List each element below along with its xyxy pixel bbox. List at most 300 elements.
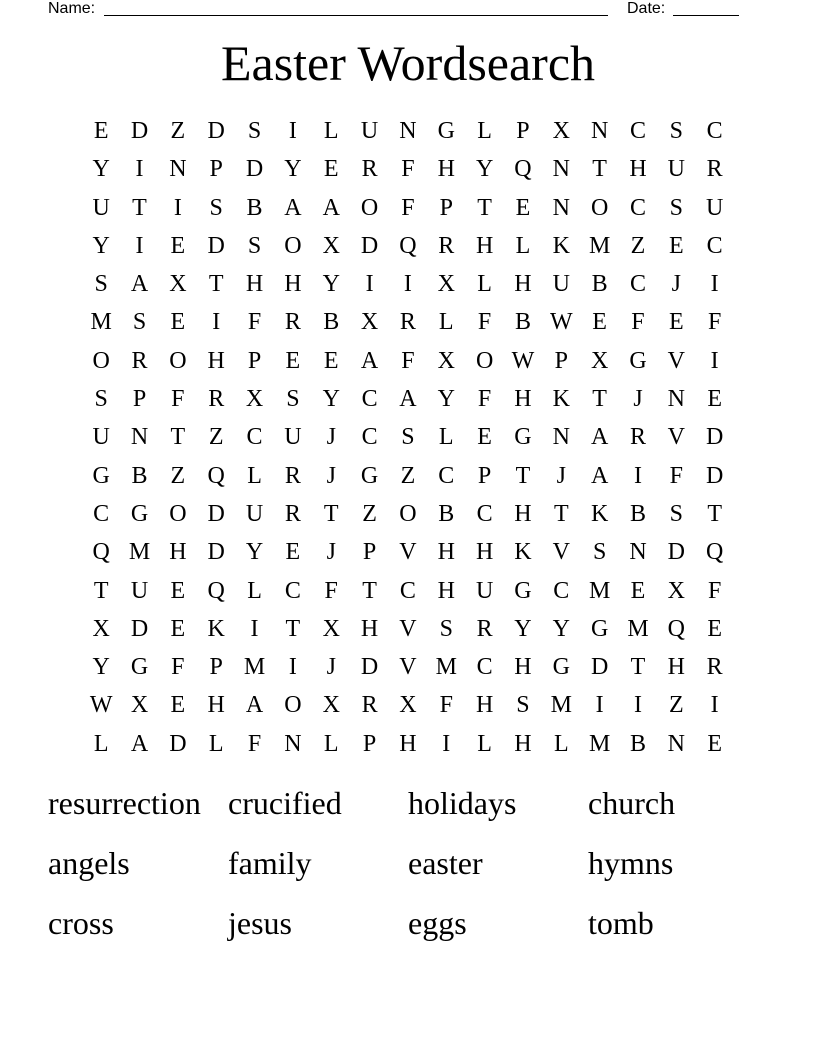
grid-cell: P xyxy=(209,156,223,183)
grid-cell: Y xyxy=(92,232,110,259)
grid-cell: O xyxy=(360,194,379,221)
grid-cell: S xyxy=(669,194,683,221)
grid-cell: B xyxy=(514,309,531,336)
grid-cell: R xyxy=(361,692,378,719)
grid-cell: F xyxy=(324,577,338,604)
grid-cell: T xyxy=(630,654,646,681)
grid-cell: B xyxy=(629,500,646,527)
word-item: church xyxy=(588,785,676,821)
grid-cell: H xyxy=(514,654,532,681)
grid-cell: H xyxy=(629,156,647,183)
grid-cell: M xyxy=(243,654,266,681)
grid-row xyxy=(82,533,734,571)
grid-cell: G xyxy=(92,462,110,489)
grid-cell: H xyxy=(207,692,225,719)
grid-cell: F xyxy=(401,347,415,374)
grid-cell: U xyxy=(92,424,110,451)
grid-cell: D xyxy=(207,118,225,144)
grid-cell: Y xyxy=(514,615,532,642)
grid-cell: U xyxy=(245,500,264,527)
word-row xyxy=(48,900,768,960)
grid-cell: N xyxy=(284,730,302,757)
grid-cell: V xyxy=(399,539,417,566)
grid-cell: X xyxy=(322,692,340,719)
grid-cell: E xyxy=(592,309,607,336)
word-item: resurrection xyxy=(48,785,201,821)
grid-cell: O xyxy=(590,194,609,221)
grid-cell: O xyxy=(399,500,417,527)
grid-cell: N xyxy=(130,424,149,451)
grid-cell: M xyxy=(588,232,611,259)
grid-cell: C xyxy=(361,386,378,413)
grid-cell: I xyxy=(710,271,719,298)
grid-cell: R xyxy=(131,347,148,374)
grid-cell: Y xyxy=(322,271,340,298)
grid-cell: H xyxy=(284,271,302,298)
grid-cell: H xyxy=(245,271,264,298)
grid-cell: E xyxy=(285,539,301,566)
word-item: easter xyxy=(408,845,483,881)
grid-cell: J xyxy=(326,654,336,681)
grid-cell: S xyxy=(592,539,607,566)
grid-cell: P xyxy=(132,386,147,413)
grid-cell: L xyxy=(323,118,339,144)
grid-cell: R xyxy=(629,424,646,451)
grid-cell: H xyxy=(514,730,532,757)
grid-cell: Y xyxy=(475,156,494,183)
grid-cell: S xyxy=(94,271,108,298)
grid-cell: T xyxy=(592,386,607,413)
grid-cell: X xyxy=(437,347,455,374)
grid-cell: W xyxy=(549,309,573,336)
grid-cell: Q xyxy=(399,232,417,259)
grid-cell: Q xyxy=(92,539,110,566)
grid-cell: G xyxy=(629,347,647,374)
grid-cell: G xyxy=(130,500,149,527)
grid-cell: T xyxy=(362,577,377,604)
grid-cell: R xyxy=(361,156,378,183)
grid-cell: I xyxy=(173,194,182,221)
grid-cell: A xyxy=(360,347,379,374)
grid-cell: I xyxy=(288,654,297,681)
grid-cell: A xyxy=(130,271,149,298)
grid-cell: T xyxy=(93,577,109,604)
grid-cell: Z xyxy=(170,118,186,144)
grid-cell: G xyxy=(130,654,149,681)
grid-cell: U xyxy=(706,194,724,221)
grid-cell: Y xyxy=(552,615,570,642)
grid-cell: E xyxy=(668,309,684,336)
date-blank-line[interactable] xyxy=(673,15,739,16)
grid-cell: K xyxy=(552,386,570,413)
grid-cell: C xyxy=(93,500,110,527)
grid-cell: U xyxy=(92,194,110,221)
grid-cell: G xyxy=(552,654,570,681)
grid-cell: L xyxy=(477,118,492,144)
grid-cell: O xyxy=(475,347,494,374)
grid-cell: G xyxy=(514,577,532,604)
page-title: Easter Wordsearch xyxy=(220,35,596,91)
grid-row xyxy=(82,572,734,610)
grid-cell: E xyxy=(707,730,722,757)
grid-cell: C xyxy=(476,654,493,681)
grid-cell: B xyxy=(591,271,608,298)
grid-cell: T xyxy=(132,194,147,221)
grid-cell: L xyxy=(323,730,339,757)
grid-cell: R xyxy=(284,309,301,336)
grid-cell: S xyxy=(669,118,683,144)
grid-cell: D xyxy=(706,462,724,489)
grid-cell: I xyxy=(442,730,451,757)
grid-row xyxy=(82,725,734,763)
letter-grid xyxy=(82,112,734,763)
grid-cell: I xyxy=(595,692,604,719)
grid-cell: G xyxy=(514,424,532,451)
grid-cell: B xyxy=(131,462,148,489)
grid-cell: Z xyxy=(208,424,224,451)
grid-cell: W xyxy=(511,347,535,374)
word-item: jesus xyxy=(228,905,292,941)
grid-cell: Y xyxy=(437,386,455,413)
grid-row xyxy=(82,495,734,533)
grid-cell: M xyxy=(90,309,112,336)
word-item: hymns xyxy=(588,845,674,881)
grid-cell: E xyxy=(170,232,186,259)
grid-cell: W xyxy=(89,692,113,719)
grid-cell: D xyxy=(130,118,149,144)
grid-cell: E xyxy=(170,309,186,336)
grid-cell: Z xyxy=(362,500,377,527)
grid-cell: D xyxy=(360,654,379,681)
grid-cell: T xyxy=(285,615,301,642)
grid-row xyxy=(82,342,734,380)
grid-cell: T xyxy=(208,271,224,298)
grid-row xyxy=(82,303,734,341)
grid-cell: P xyxy=(516,118,530,144)
grid-cell: E xyxy=(707,386,722,413)
grid-cell: Q xyxy=(706,539,724,566)
grid-cell: V xyxy=(399,654,417,681)
grid-cell: E xyxy=(668,232,684,259)
word-item: family xyxy=(228,845,312,881)
grid-cell: S xyxy=(94,386,108,413)
grid-cell: K xyxy=(207,615,225,642)
grid-cell: C xyxy=(629,118,646,144)
grid-cell: C xyxy=(284,577,301,604)
word-item: eggs xyxy=(408,905,467,941)
grid-cell: I xyxy=(403,271,412,298)
grid-cell: A xyxy=(590,462,609,489)
grid-cell: U xyxy=(475,577,494,604)
grid-cell: L xyxy=(438,309,454,336)
grid-cell: S xyxy=(516,692,530,719)
grid-cell: C xyxy=(553,577,570,604)
grid-cell: H xyxy=(399,730,417,757)
grid-cell: L xyxy=(208,730,224,757)
grid-cell: O xyxy=(169,347,187,374)
grid-cell: B xyxy=(246,194,263,221)
grid-cell: Z xyxy=(170,462,186,489)
grid-cell: L xyxy=(515,232,531,259)
word-row xyxy=(48,780,768,840)
grid-cell: U xyxy=(360,118,379,144)
grid-cell: Q xyxy=(207,577,225,604)
grid-cell: S xyxy=(286,386,300,413)
grid-cell: F xyxy=(247,730,262,757)
grid-cell: L xyxy=(477,730,492,757)
grid-cell: S xyxy=(209,194,223,221)
grid-cell: I xyxy=(710,692,719,719)
grid-cell: D xyxy=(360,232,379,259)
grid-cell: Z xyxy=(630,232,646,259)
grid-cell: H xyxy=(514,271,532,298)
grid-cell: S xyxy=(439,615,453,642)
grid-cell: L xyxy=(93,730,109,757)
grid-cell: R xyxy=(284,500,301,527)
grid-cell: F xyxy=(477,386,492,413)
grid-cell: Y xyxy=(92,654,110,681)
grid-cell: J xyxy=(326,462,336,489)
grid-cell: F xyxy=(171,654,185,681)
word-row xyxy=(48,840,768,900)
grid-cell: C xyxy=(706,232,723,259)
grid-cell: P xyxy=(554,347,568,374)
grid-cell: I xyxy=(135,156,144,183)
grid-cell: E xyxy=(477,424,492,451)
grid-cell: H xyxy=(667,654,685,681)
grid-cell: X xyxy=(552,118,570,144)
grid-cell: C xyxy=(629,271,646,298)
grid-cell: H xyxy=(475,539,494,566)
word-item: cross xyxy=(48,905,114,941)
name-blank-line[interactable] xyxy=(104,15,608,16)
grid-cell: T xyxy=(592,156,607,183)
grid-cell: F xyxy=(439,692,453,719)
grid-cell: J xyxy=(556,462,566,489)
grid-cell: I xyxy=(633,692,642,719)
grid-cell: M xyxy=(588,730,611,757)
word-item: crucified xyxy=(228,785,342,821)
grid-cell: D xyxy=(130,615,149,642)
grid-row xyxy=(82,457,734,495)
grid-cell: N xyxy=(590,118,609,144)
grid-cell: H xyxy=(475,692,494,719)
grid-cell: F xyxy=(477,309,492,336)
grid-cell: H xyxy=(207,347,225,374)
grid-cell: X xyxy=(169,271,187,298)
grid-cell: O xyxy=(92,347,110,374)
grid-cell: O xyxy=(284,692,302,719)
grid-cell: E xyxy=(515,194,531,221)
grid-cell: M xyxy=(128,539,151,566)
word-list xyxy=(48,780,768,960)
grid-cell: H xyxy=(514,386,532,413)
grid-cell: F xyxy=(401,194,415,221)
grid-cell: R xyxy=(438,232,455,259)
grid-cell: S xyxy=(132,309,147,336)
grid-cell: R xyxy=(706,156,723,183)
grid-cell: I xyxy=(135,232,144,259)
grid-cell: X xyxy=(322,615,340,642)
grid-cell: R xyxy=(399,309,416,336)
grid-cell: M xyxy=(588,577,611,604)
grid-cell: H xyxy=(437,577,455,604)
grid-cell: C xyxy=(629,194,646,221)
grid-row xyxy=(82,150,734,188)
grid-cell: X xyxy=(667,577,685,604)
grid-cell: N xyxy=(552,194,570,221)
grid-cell: F xyxy=(707,309,722,336)
date-label: Date: xyxy=(627,0,666,17)
grid-cell: Z xyxy=(400,462,416,489)
grid-cell: N xyxy=(629,539,647,566)
grid-cell: P xyxy=(209,654,223,681)
grid-cell: A xyxy=(590,424,609,451)
grid-cell: A xyxy=(284,194,302,221)
grid-cell: K xyxy=(590,500,609,527)
grid-cell: V xyxy=(552,539,570,566)
grid-cell: E xyxy=(323,347,339,374)
grid-cell: N xyxy=(552,156,570,183)
grid-cell: V xyxy=(667,424,685,451)
grid-cell: L xyxy=(438,424,454,451)
grid-cell: C xyxy=(399,577,416,604)
grid-cell: X xyxy=(360,309,379,336)
grid-cell: E xyxy=(707,615,722,642)
grid-cell: I xyxy=(710,347,719,374)
grid-cell: I xyxy=(365,271,374,298)
grid-cell: R xyxy=(706,654,723,681)
grid-cell: B xyxy=(438,500,455,527)
grid-row xyxy=(82,227,734,265)
grid-cell: V xyxy=(399,615,417,642)
header-line xyxy=(48,0,748,20)
grid-row xyxy=(82,686,734,724)
grid-cell: X xyxy=(92,615,110,642)
grid-cell: F xyxy=(669,462,683,489)
grid-cell: C xyxy=(706,118,723,144)
word-item: angels xyxy=(48,845,130,881)
grid-cell: T xyxy=(477,194,492,221)
grid-cell: I xyxy=(212,309,221,336)
grid-row xyxy=(82,648,734,686)
grid-cell: E xyxy=(170,692,186,719)
grid-cell: E xyxy=(170,577,186,604)
grid-cell: X xyxy=(399,692,417,719)
grid-cell: Y xyxy=(322,386,340,413)
grid-cell: B xyxy=(323,309,340,336)
grid-cell: G xyxy=(590,615,609,642)
grid-cell: P xyxy=(362,539,377,566)
grid-cell: F xyxy=(171,386,185,413)
grid-cell: S xyxy=(401,424,415,451)
grid-cell: S xyxy=(669,500,683,527)
grid-cell: F xyxy=(247,309,262,336)
grid-cell: J xyxy=(633,386,643,413)
grid-cell: L xyxy=(247,577,262,604)
grid-cell: R xyxy=(208,386,225,413)
grid-cell: U xyxy=(284,424,302,451)
grid-cell: Y xyxy=(245,539,264,566)
grid-row xyxy=(82,610,734,648)
grid-cell: P xyxy=(362,730,377,757)
grid-cell: A xyxy=(130,730,149,757)
grid-cell: N xyxy=(399,118,417,144)
grid-cell: Y xyxy=(92,156,110,183)
grid-cell: C xyxy=(438,462,455,489)
grid-cell: G xyxy=(360,462,379,489)
grid-cell: D xyxy=(667,539,685,566)
grid-cell: H xyxy=(514,500,532,527)
grid-cell: N xyxy=(667,386,685,413)
grid-cell: R xyxy=(476,615,493,642)
grid-cell: G xyxy=(437,118,455,144)
grid-cell: L xyxy=(247,462,262,489)
grid-cell: J xyxy=(326,424,336,451)
grid-cell: E xyxy=(285,347,301,374)
grid-cell: I xyxy=(250,615,259,642)
grid-cell: H xyxy=(437,156,455,183)
grid-row xyxy=(82,265,734,303)
name-label: Name: xyxy=(48,0,96,17)
grid-cell: A xyxy=(245,692,264,719)
grid-cell: T xyxy=(553,500,569,527)
grid-cell: D xyxy=(706,424,724,451)
grid-cell: L xyxy=(477,271,492,298)
grid-cell: N xyxy=(667,730,685,757)
grid-cell: M xyxy=(435,654,457,681)
grid-cell: X xyxy=(245,386,264,413)
grid-cell: P xyxy=(439,194,453,221)
grid-cell: Q xyxy=(207,462,225,489)
grid-cell: O xyxy=(284,232,302,259)
grid-cell: A xyxy=(399,386,417,413)
grid-cell: M xyxy=(627,615,649,642)
grid-cell: E xyxy=(170,615,186,642)
grid-cell: M xyxy=(550,692,572,719)
grid-cell: T xyxy=(707,500,722,527)
grid-cell: V xyxy=(667,347,685,374)
grid-row xyxy=(82,418,734,456)
grid-cell: Y xyxy=(284,156,302,183)
grid-cell: F xyxy=(401,156,415,183)
grid-cell: D xyxy=(590,654,609,681)
grid-row xyxy=(82,380,734,418)
grid-cell: S xyxy=(247,232,262,259)
grid-cell: U xyxy=(130,577,149,604)
grid-cell: E xyxy=(323,156,339,183)
grid-cell: H xyxy=(437,539,455,566)
grid-cell: H xyxy=(360,615,379,642)
grid-cell: P xyxy=(247,347,262,374)
grid-cell: X xyxy=(590,347,609,374)
grid-cell: S xyxy=(247,118,262,144)
grid-cell: A xyxy=(322,194,340,221)
grid-cell: D xyxy=(207,232,225,259)
grid-cell: X xyxy=(437,271,455,298)
grid-cell: U xyxy=(667,156,685,183)
grid-cell: D xyxy=(169,730,187,757)
grid-cell: P xyxy=(477,462,492,489)
grid-cell: E xyxy=(630,577,646,604)
grid-cell: Z xyxy=(668,692,684,719)
grid-cell: T xyxy=(323,500,339,527)
grid-cell: I xyxy=(288,118,297,144)
grid-cell: E xyxy=(93,118,109,144)
grid-cell: N xyxy=(169,156,187,183)
grid-cell: J xyxy=(671,271,681,298)
grid-cell: H xyxy=(169,539,187,566)
